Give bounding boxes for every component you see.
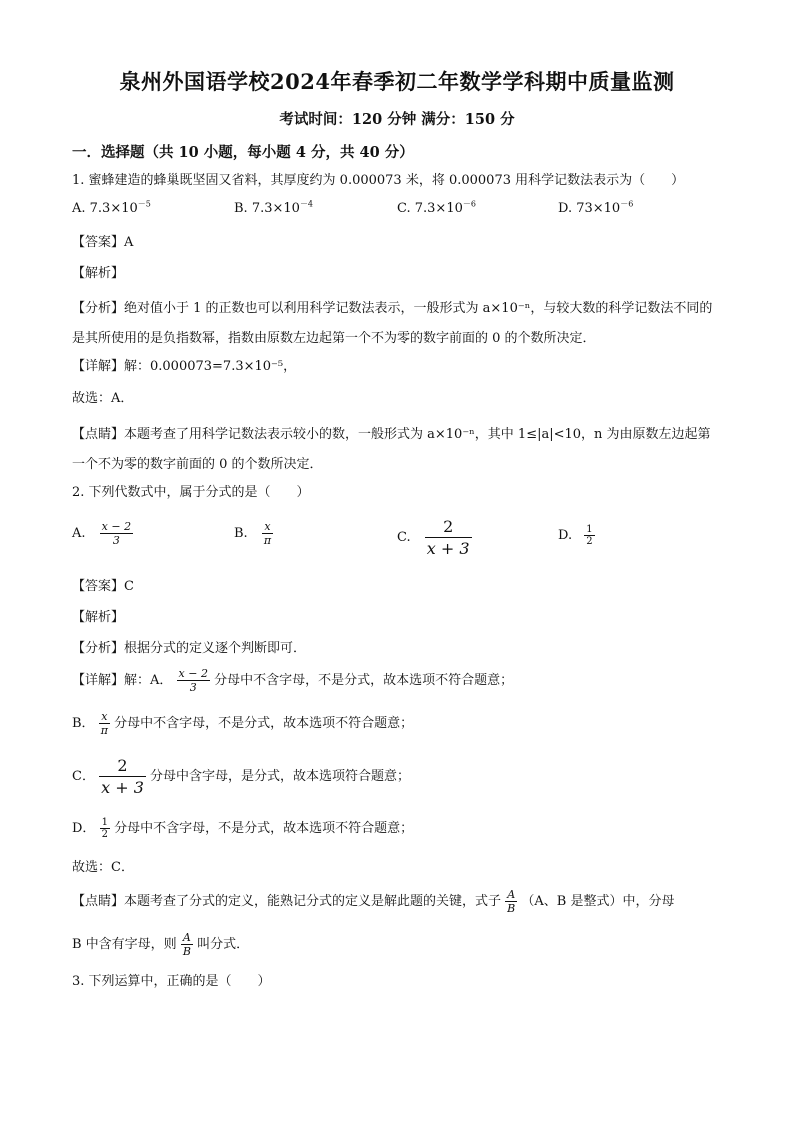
q2-detail-b-fraction [99, 710, 110, 737]
q2-detail-prefix: 【详解】解：A． [72, 673, 173, 688]
q2-option-c-fraction [425, 516, 472, 559]
q1-option-d [558, 201, 633, 216]
q2-analysis: 【分析】根据分式的定义逐个判断即可． [72, 641, 307, 656]
q2-detail-c-prefix: C． [72, 769, 95, 784]
fraction-numerator: 1 [586, 524, 593, 535]
q2-detail-a-text: 分母中不含字母，不是分式，故本选项不符合题意； [214, 673, 514, 688]
q2-remark-line1 [72, 888, 674, 915]
q1-stem: 1. 蜜蜂建造的蜂巢既坚固又省料，其厚度约为 0.000073 米，将 0.000073 用科学记数法表示为（ ） [72, 173, 685, 188]
q2-remark-fraction-2 [181, 931, 193, 958]
q1-option-b-text: B. 7.3×10 [234, 201, 300, 216]
q2-choice: 故选：C． [72, 860, 134, 875]
fraction-numerator: x − 2 [101, 520, 132, 533]
fraction-denominator: x + 3 [426, 539, 470, 558]
fraction-denominator: 2 [586, 536, 593, 547]
q2-option-a-label: A. [72, 526, 86, 541]
q2-remark-text-2: （A、B 是整式）中，分母 [521, 894, 675, 909]
q1-option-a-text: A. 7.3×10 [72, 201, 138, 216]
q2-detail-d [72, 817, 413, 840]
q1-answer: 【答案】A [72, 235, 134, 250]
q2-detail-a [72, 667, 513, 694]
q2-remark-text-3: B 中含有字母，则 [72, 937, 177, 952]
fraction-numerator: x − 2 [178, 667, 208, 680]
q1-analysis: 【分析】绝对值小于 1 的正数也可以利用科学记数法表示，一般形式为 a×10⁻ⁿ，与较大数的科学记数法不同的是其所使用的是负指数幂，指数由原数左边起第一个不为零的数字前面的 0 的个数所决定． [72, 301, 713, 346]
q2-option-a-fraction [100, 520, 133, 547]
fraction-denominator: 3 [189, 681, 197, 694]
q1-option-b [234, 201, 313, 216]
q2-option-b-label: B. [234, 526, 248, 541]
fraction-numerator: 2 [99, 755, 146, 777]
q2-detail-d-prefix: D． [72, 821, 96, 836]
section-heading: 一．选择题（共 10 小题，每小题 4 分，共 40 分） [72, 144, 414, 161]
q2-remark-line2 [72, 931, 249, 958]
fraction-numerator: 1 [101, 817, 108, 828]
q2-detail-d-text: 分母中不含字母，不是分式，故本选项不符合题意； [114, 821, 414, 836]
q1-option-c-text: C. 7.3×10 [397, 201, 463, 216]
q2-detail-b-text: 分母中不含字母，不是分式，故本选项不符合题意； [114, 716, 414, 731]
q1-choice: 故选：A． [72, 391, 134, 406]
fraction-denominator: 3 [112, 534, 120, 547]
q2-detail-c-fraction [99, 755, 146, 798]
q2-jiexi-label: 【解析】 [72, 610, 125, 625]
q2-option-c-label: C. [397, 530, 411, 545]
fraction-denominator: B [182, 945, 191, 958]
fraction-numerator: 2 [425, 516, 472, 538]
fraction-numerator: x [99, 710, 110, 724]
q2-option-d-fraction [584, 524, 594, 547]
q1-remark: 【点睛】本题考查了用科学记数法表示较小的数，一般形式为 a×10⁻ⁿ，其中 1≤|a|<10，n 为由原数左边起第一个不为零的数字前面的 0 的个数所决定． [72, 427, 711, 472]
q1-option-c [397, 201, 476, 216]
q3-stem: 3. 下列运算中，正确的是（ ） [72, 974, 271, 989]
fraction-numerator: A [505, 888, 517, 902]
fraction-denominator: π [100, 724, 108, 737]
q2-option-b [234, 520, 273, 547]
q1-option-d-exp: －6 [620, 199, 634, 209]
q2-answer: 【答案】C [72, 579, 134, 594]
q2-detail-c [72, 755, 410, 798]
q2-option-a [72, 520, 133, 547]
q2-detail-d-fraction [100, 817, 110, 840]
fraction-numerator: x [262, 520, 273, 534]
q1-option-c-exp: －6 [462, 199, 476, 209]
q2-detail-b-prefix: B． [72, 716, 95, 731]
fraction-denominator: π [263, 534, 272, 547]
q2-stem: 2. 下列代数式中，属于分式的是（ ） [72, 485, 310, 500]
q1-jiexi-label: 【解析】 [72, 266, 125, 281]
fraction-denominator: B [507, 902, 516, 915]
q2-detail-b [72, 710, 413, 737]
fraction-denominator: 2 [101, 829, 108, 840]
q2-option-d [558, 524, 595, 547]
q1-option-b-exp: －4 [299, 199, 314, 209]
q1-option-a [72, 201, 151, 216]
q2-remark-fraction-1 [505, 888, 517, 915]
q2-option-c [397, 516, 472, 559]
q1-detail: 【详解】解：0.000073=7.3×10⁻⁵， [72, 359, 297, 374]
q1-option-d-text: D. 73×10 [558, 201, 621, 216]
q2-option-b-fraction [262, 520, 273, 547]
q2-option-d-label: D. [558, 528, 573, 543]
q2-remark-text-4: 叫分式． [197, 937, 250, 952]
page-title: 泉州外国语学校2024年春季初二年数学学科期中质量监测 [119, 69, 675, 94]
fraction-denominator: x + 3 [101, 778, 144, 797]
q2-remark-text-1: 【点睛】本题考查了分式的定义，能熟记分式的定义是解此题的关键，式子 [72, 894, 502, 909]
fraction-numerator: A [181, 931, 193, 945]
q1-option-a-exp: －5 [137, 199, 151, 209]
q2-detail-a-fraction [177, 667, 210, 694]
exam-info: 考试时间：120 分钟 满分：150 分 [279, 111, 515, 128]
q2-detail-c-text: 分母中含字母，是分式，故本选项符合题意； [150, 769, 411, 784]
